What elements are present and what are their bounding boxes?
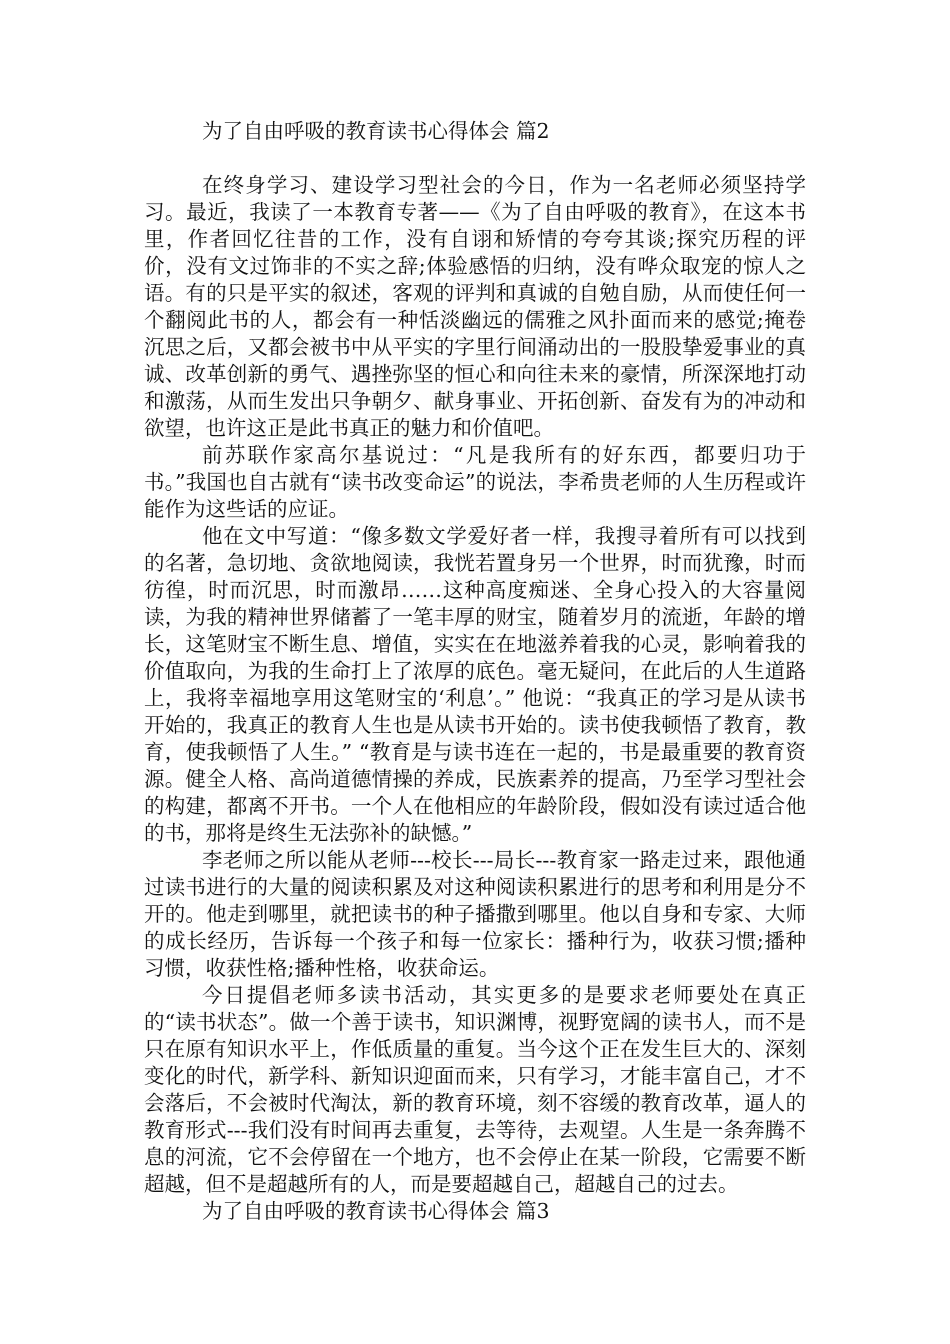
paragraph-3: 他在文中写道：“像多数文学爱好者一样，我搜寻着所有可以找到的名著，急切地、贪欲地阅读，我恍若置身另一个世界，时而犹豫，时而彷徨，时而沉思，时而激昂……这种高度痴迷、全身心投入的大容量阅读，为我的精神世界储蓄了一笔丰厚的财宝，随着岁月的流逝，年龄的增长，这笔财宝不断生息、增值，实实在在地滋养着我的心灵，影响着我的价值取向，为我的生命打上了浓厚的底色。毫无疑问，在此后的人生道路上，我将幸福地享用这笔财宝的‘利息’。” 他说：“我真正的学习是从读书开始的，我真正的教育人生也是从读书开始的。读书使我顿悟了教育，教育，使我顿悟了人生。” “教育是与读书连在一起的，书是最重要的教育资源。健全人格、高尚道德情操的养成，民族素养的提高，乃至学习型社会的构建，都离不开书。一个人在他相应的年龄阶段，假如没有读过适合他的书，那将是终生无法弥补的缺憾。”: [144, 524, 806, 845]
section-heading-2: 为了自由呼吸的教育读书心得体会 篇2: [202, 119, 550, 143]
paragraph-1: 在终身学习、建设学习型社会的今日，作为一名老师必须坚持学习。最近，我读了一本教育专著——《为了自由呼吸的教育》，在这本书里，作者回忆往昔的工作，没有自诩和矫情的夸夸其谈;探究历程的评价，没有文过饰非的不实之辞;体验感悟的归纳，没有哗众取宠的惊人之语。有的只是平实的叙述，客观的评判和真诚的自勉自励，从而使任何一个翻阅此书的人，都会有一种恬淡幽远的儒雅之风扑面而来的感觉;掩卷沉思之后，又都会被书中从平实的字里行间涌动出的一股股挚爱事业的真诚、改革创新的勇气、遇挫弥坚的恒心和向往未来的豪情，所深深地打动和激荡，从而生发出只争朝夕、献身事业、开拓创新、奋发有为的冲动和欲望，也许这正是此书真正的魅力和价值吧。: [144, 173, 806, 440]
paragraph-5: 今日提倡老师多读书活动，其实更多的是要求老师要处在真正的“读书状态”。做一个善于读书，知识渊博，视野宽阔的读书人，而不是只在原有知识水平上，作低质量的重复。当今这个正在发生巨大的、深刻变化的时代，新学科、新知识迎面而来，只有学习，才能丰富自己，才不会落后，不会被时代淘汰，新的教育环境，刻不容缓的教育改革，逼人的教育形式---我们没有时间再去重复，去等待，去观望。人生是一条奔腾不息的河流，它不会停留在一个地方，也不会停止在某一阶段，它需要不断超越，但不是超越所有的人，而是要超越自己，超越自己的过去。: [144, 983, 806, 1196]
paragraph-4: 李老师之所以能从老师---校长---局长---教育家一路走过来，跟他通过读书进行的大量的阅读积累及对这种阅读积累进行的思考和利用是分不开的。他走到哪里，就把读书的种子播撒到哪里。他以自身和专家、大师的成长经历，告诉每一个孩子和每一位家长：播种行为，收获习惯;播种习惯，收获性格;播种性格，收获命运。: [144, 848, 806, 980]
document-page: [144, 118, 806, 1225]
section-heading-3: 为了自由呼吸的教育读书心得体会 篇3: [202, 1199, 550, 1223]
paragraph-2: 前苏联作家高尔基说过：“凡是我所有的好东西，都要归功于书。”我国也自古就有“读书改变命运”的说法，李希贵老师的人生历程或许能作为这些话的应证。: [144, 443, 806, 521]
